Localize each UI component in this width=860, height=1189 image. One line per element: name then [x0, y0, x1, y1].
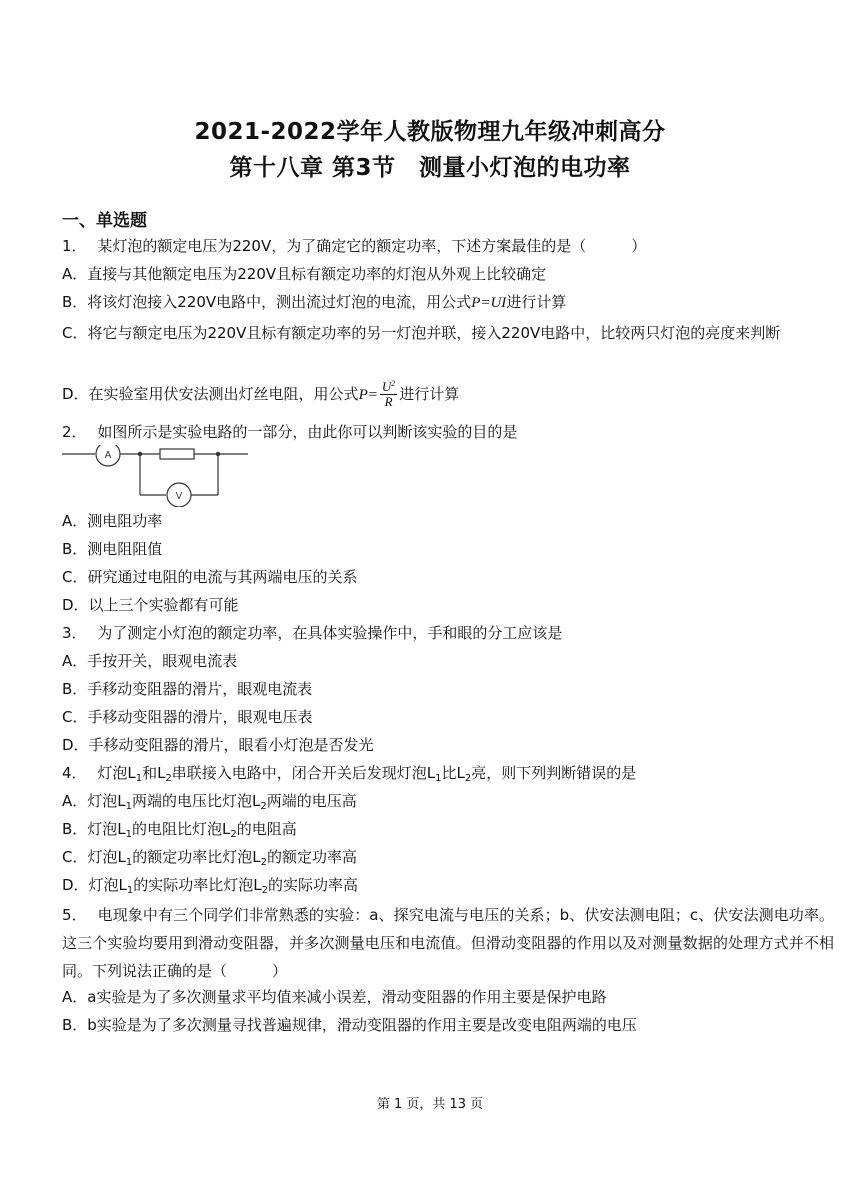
question-number: 1．	[62, 237, 87, 255]
question-3-option-d: D．手移动变阻器的滑片，眼看小灯泡是否发光	[62, 736, 374, 754]
option-text: B．将该灯泡接入220V电路中，测出流过灯泡的电流，用公式	[62, 293, 472, 311]
resistor	[160, 449, 194, 459]
circuit-diagram	[62, 445, 252, 507]
option-text: D．在实验室用伏安法测出灯丝电阻，用公式	[62, 385, 359, 403]
question-4-option-b: B．灯泡$L_1$的电阻比灯泡$L_2$的电阻高	[62, 820, 297, 840]
formula-numerator: U	[381, 379, 392, 394]
page-title-line-1: 2021-2022学年人教版物理九年级冲刺高分	[194, 119, 666, 145]
option-text: 进行计算	[506, 293, 567, 311]
option-text: 进行计算	[399, 385, 460, 403]
question-number: 4．	[62, 764, 87, 782]
formula: P=UI	[471, 295, 507, 311]
ammeter-label: A	[104, 450, 112, 461]
question-number: 2．	[62, 423, 87, 441]
formula-fraction	[380, 380, 397, 409]
question-1-option-d	[62, 380, 834, 409]
question-3-stem	[62, 623, 834, 643]
question-2-stem	[62, 422, 834, 442]
formula-denominator: R	[384, 394, 393, 409]
question-text: 某灯泡的额定电压为220V，为了确定它的额定功率，下述方案最佳的是（ ）	[97, 237, 647, 255]
question-3-option-c: C．手移动变阻器的滑片，眼观电压表	[62, 708, 313, 726]
question-4-option-c: C．灯泡$L_1$的额定功率比灯泡$L_2$的额定功率高	[62, 848, 357, 868]
question-1-stem	[62, 236, 834, 256]
junction-dot	[138, 452, 142, 456]
question-text: 为了测定小灯泡的额定功率，在具体实验操作中，手和眼的分工应该是	[97, 624, 563, 642]
question-4-stem	[62, 763, 834, 783]
question-number: 3．	[62, 624, 87, 642]
question-2-option-a: A．测电阻功率	[62, 512, 163, 530]
junction-dot	[216, 452, 220, 456]
question-text: 灯泡$L_1$和$L_2$串联接入电路中，闭合开关后发现灯泡$L_1$比$L_2$亮，则下列判断错误的是	[97, 764, 637, 784]
question-5-option-b: B．b实验是为了多次测量寻找普遍规律，滑动变阻器的作用主要是改变电阻两端的电压	[62, 1016, 637, 1034]
question-5-option-a: A．a实验是为了多次测量求平均值来减小误差，滑动变阻器的作用主要是保护电路	[62, 988, 607, 1006]
question-3-option-a: A．手按开关，眼观电流表	[62, 652, 238, 670]
question-1-option-b	[62, 292, 834, 313]
formula-lhs: P=	[358, 387, 378, 403]
formula-exponent: 2	[391, 379, 396, 388]
page-title-line-2: 第十八章 第3节 测量小灯泡的电功率	[229, 155, 631, 181]
page-footer: 第 1 页，共 13 页	[376, 1097, 484, 1112]
question-2-option-c: C．研究通过电阻的电流与其两端电压的关系	[62, 568, 358, 586]
question-text: 电现象中有三个同学们非常熟悉的实验：a、探究电流与电压的关系；b、伏安法测电阻；c、伏安法测电功率。这三个实验均要用到滑动变阻器，并多次测量电压和电流值。但滑动变阻器的作用以及对测量数据的处理方式并不相同。下列说法正确的是（ ）	[62, 906, 834, 980]
question-1-option-a: A．直接与其他额定电压为220V且标有额定功率的灯泡从外观上比较确定	[62, 265, 547, 283]
question-3-option-b: B．手移动变阻器的滑片，眼观电流表	[62, 680, 313, 698]
question-text: 如图所示是实验电路的一部分，由此你可以判断该实验的目的是	[97, 423, 518, 441]
section-heading: 一、单选题	[62, 211, 147, 231]
voltmeter-label: V	[175, 491, 183, 502]
question-4-option-d: D．灯泡$L_1$的实际功率比灯泡$L_2$的实际功率高	[62, 876, 359, 896]
question-5-stem	[62, 901, 834, 985]
question-4-option-a: A．灯泡$L_1$两端的电压比灯泡$L_2$两端的电压高	[62, 792, 357, 812]
question-2-option-b: B．测电阻阻值	[62, 540, 163, 558]
question-2-option-d: D．以上三个实验都有可能	[62, 596, 239, 614]
question-number: 5．	[62, 906, 87, 924]
question-1-option-c: C．将它与额定电压为220V且标有额定功率的另一灯泡并联，接入220V电路中，比较两只灯泡的亮度来判断	[62, 324, 781, 342]
